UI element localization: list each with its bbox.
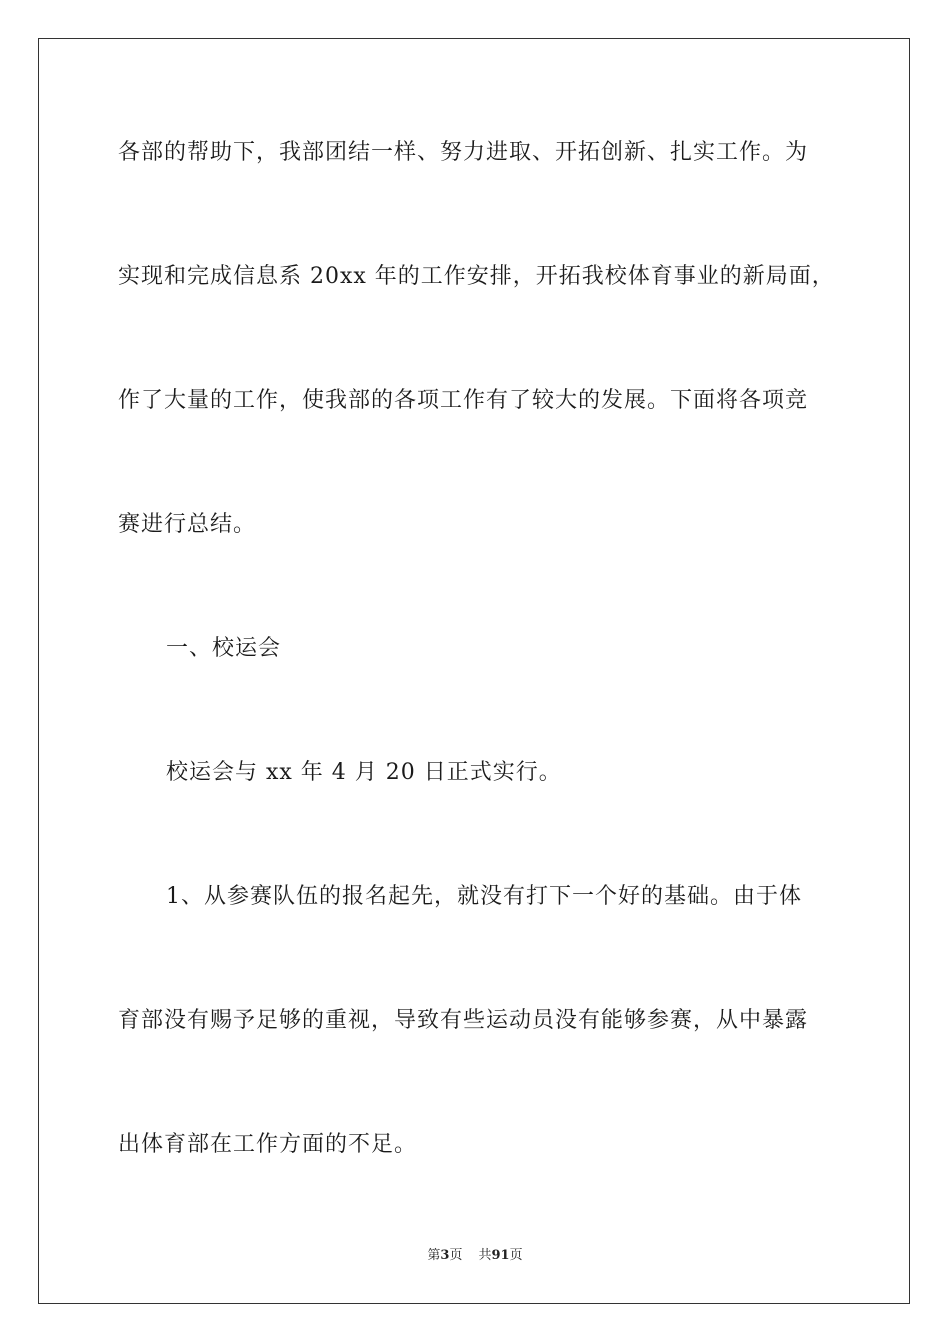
section-heading: 一、校运会 <box>166 636 282 661</box>
text-line-4: 赛进行总结。 <box>118 512 257 537</box>
footer-total-prefix: 共 <box>478 1248 492 1263</box>
text-line-1: 各部的帮助下，我部团结一样、努力进取、开拓创新、扎实工作。为 <box>118 140 809 165</box>
text-line-8: 育部没有赐予足够的重视，导致有些运动员没有能够参赛，从中暴露 <box>118 1008 809 1033</box>
text-line-3: 作了大量的工作，使我部的各项工作有了较大的发展。下面将各项竞 <box>118 388 809 413</box>
text-line-7: 1、从参赛队伍的报名起先，就没有打下一个好的基础。由于体 <box>166 884 802 909</box>
page-frame <box>38 38 910 1304</box>
text-line-6: 校运会与 xx 年 4 月 20 日正式实行。 <box>166 760 562 785</box>
footer-total-pages: 91 <box>491 1248 510 1263</box>
page-footer <box>0 1247 950 1265</box>
footer-page-number: 3 <box>440 1248 450 1263</box>
text-line-2: 实现和完成信息系 20xx 年的工作安排，开拓我校体育事业的新局面， <box>118 264 835 289</box>
text-line-9: 出体育部在工作方面的不足。 <box>118 1132 418 1157</box>
footer-page-prefix: 第 <box>427 1248 441 1263</box>
footer-page-suffix: 页 <box>449 1248 463 1263</box>
footer-total-suffix: 页 <box>509 1248 523 1263</box>
